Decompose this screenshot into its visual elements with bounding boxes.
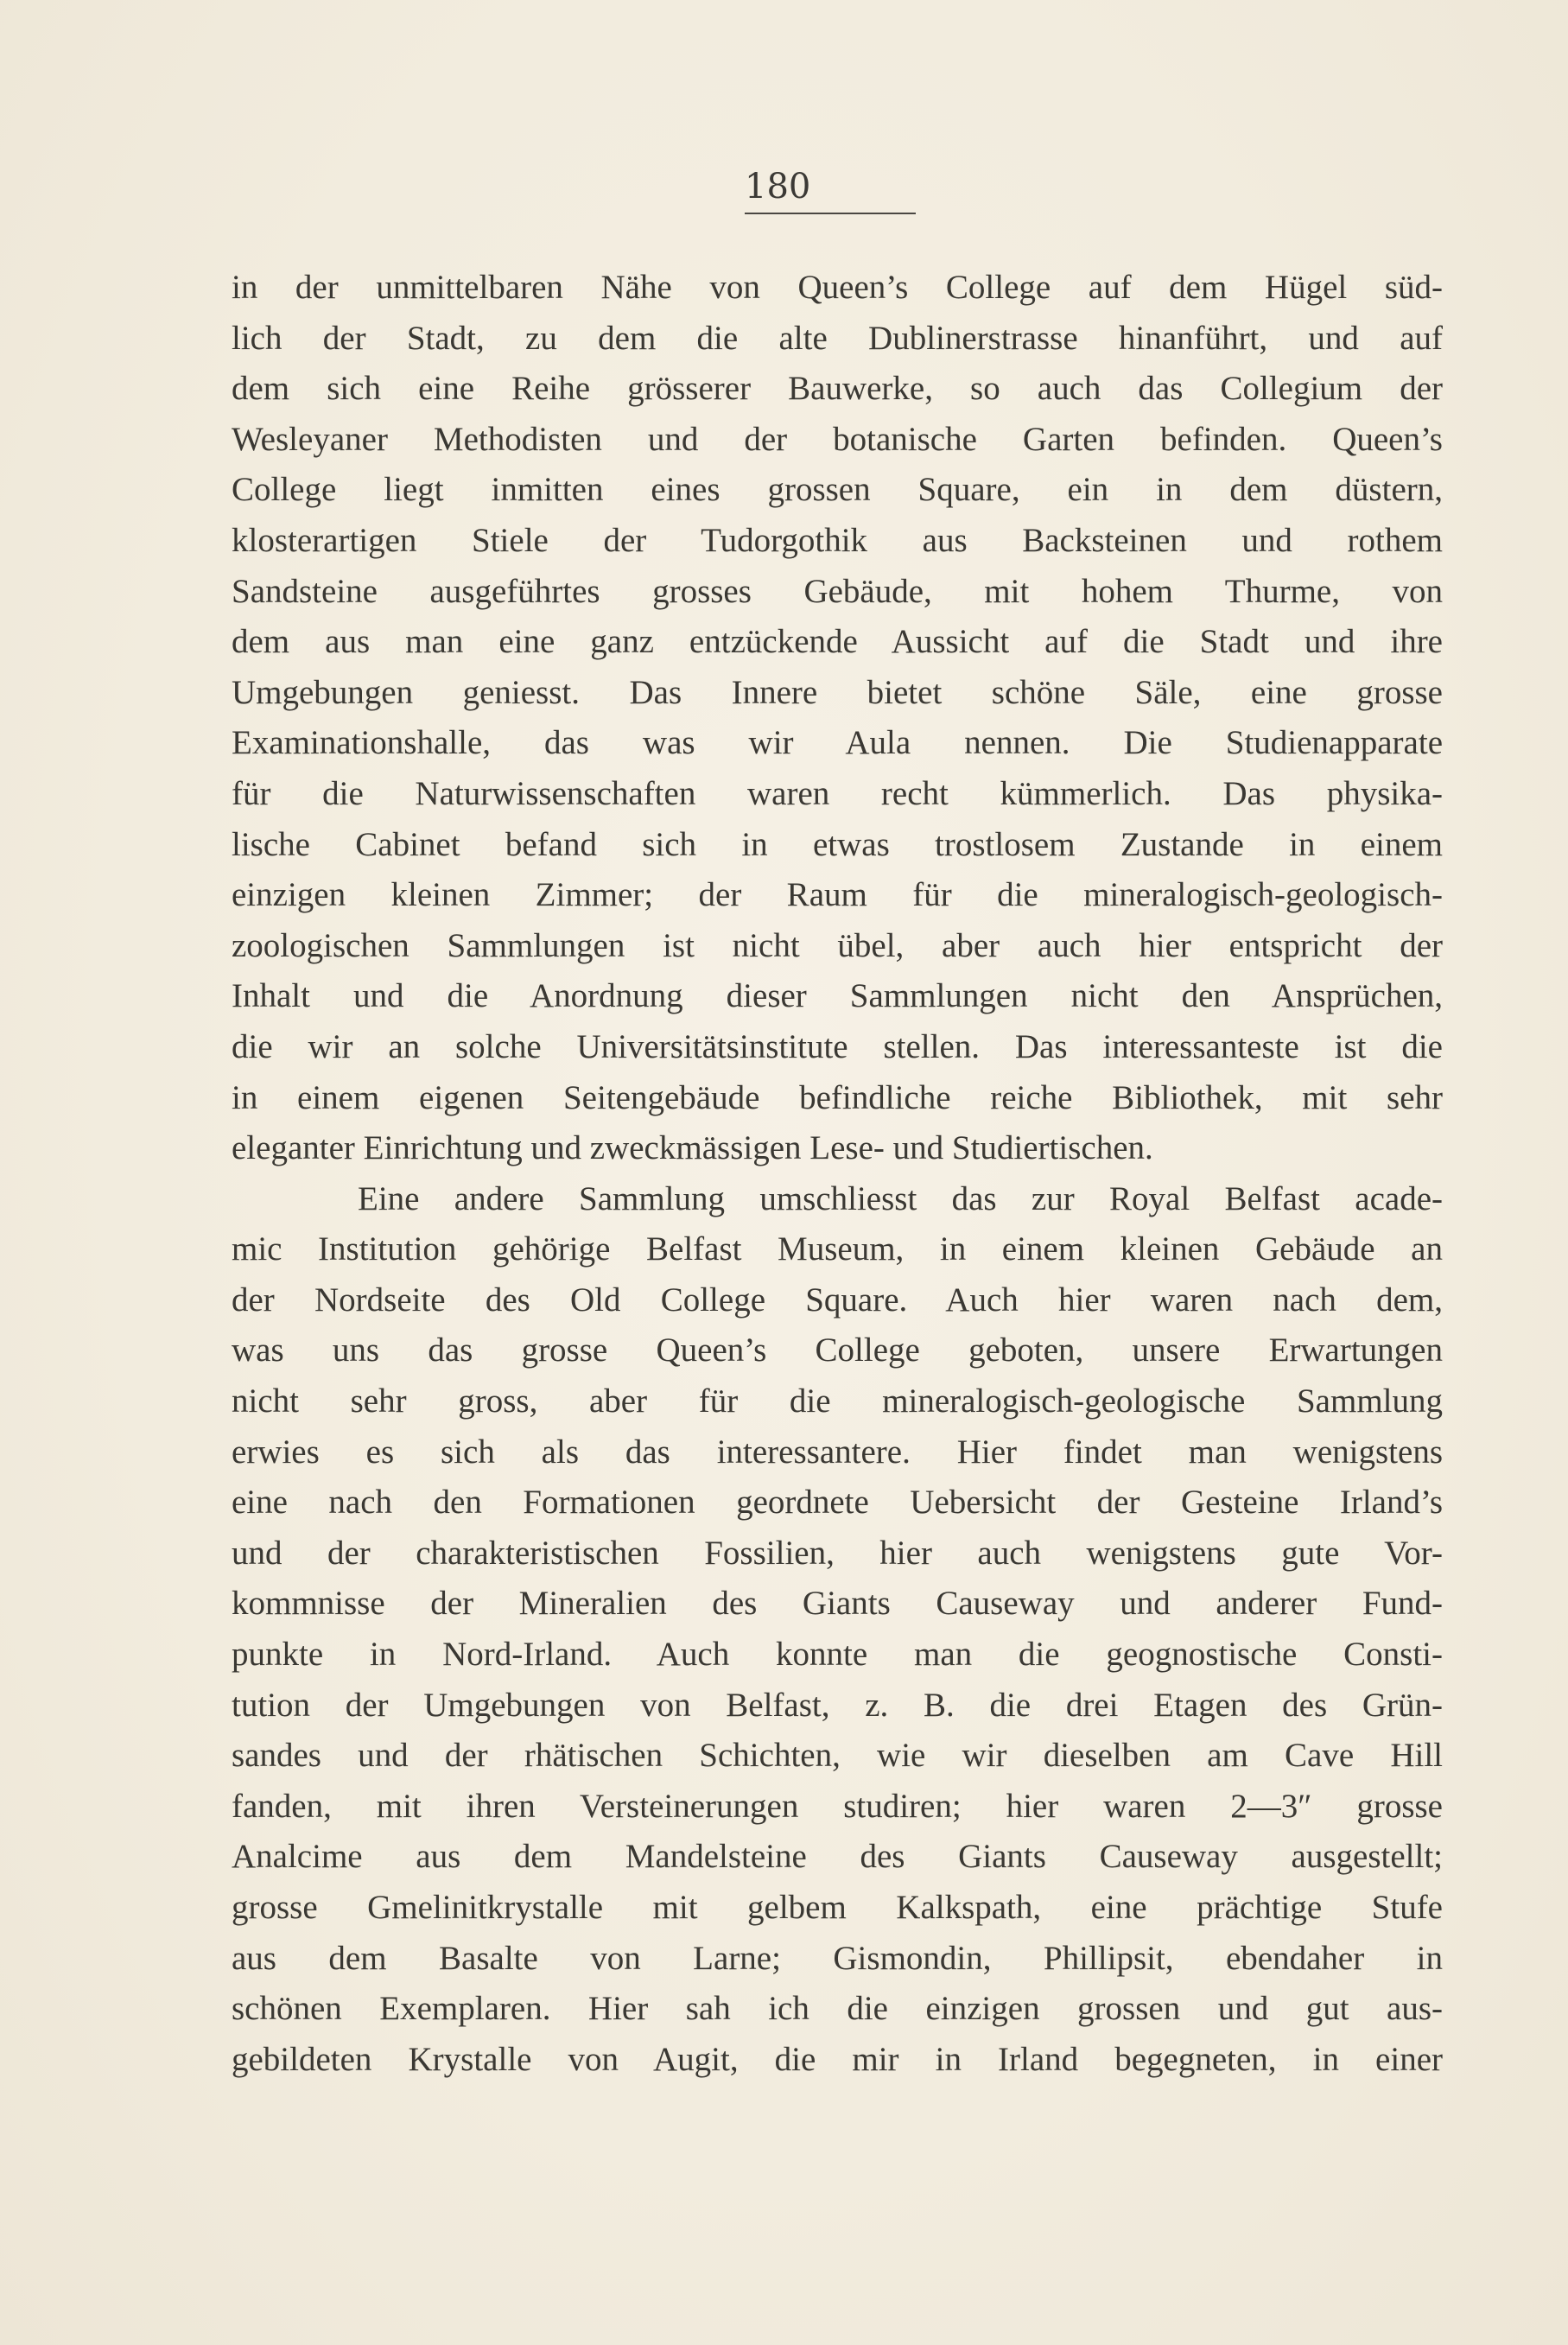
page-number-rule (745, 213, 916, 214)
text-line: punkte in Nord-Irland. Auch konnte man die geognostische Consti- (232, 1636, 1443, 1674)
text-line: Sandsteine ausgeführtes grosses Gebäude, mit hohem Thurme, von (232, 572, 1443, 610)
text-line: nicht sehr gross, aber für die mineralogisch-geologische Sammlung (232, 1382, 1443, 1420)
text-line: lich der Stadt, zu dem die alte Dublinerstrasse hinanführt, und auf (232, 319, 1443, 357)
text-line: kommnisse der Mineralien des Giants Causeway und anderer Fund- (232, 1585, 1443, 1623)
page-number: 180 (745, 167, 811, 207)
text-line: erwies es sich als das interessantere. Hier findet man wenigstens (232, 1433, 1443, 1471)
text-line: die wir an solche Universitätsinstitute stellen. Das interessanteste ist die (232, 1027, 1443, 1065)
text-line: dem sich eine Reihe grösserer Bauwerke, so auch das Collegium der (232, 370, 1443, 408)
text-line: College liegt inmitten eines grossen Square, ein in dem düstern, (232, 471, 1443, 509)
paragraph-2 (232, 1174, 1443, 2086)
text-line: Examinationshalle, das was wir Aula nennen. Die Studienapparate (232, 724, 1443, 762)
text-line: dem aus man eine ganz entzückende Aussicht auf die Stadt und ihre (232, 623, 1443, 661)
text-line: aus dem Basalte von Larne; Gismondin, Phillipsit, ebendaher in (232, 1939, 1443, 1977)
text-line: tution der Umgebungen von Belfast, z. B. die drei Etagen des Grün- (232, 1686, 1443, 1724)
text-line: zoologischen Sammlungen ist nicht übel, aber auch hier entspricht der (232, 926, 1443, 964)
text-line: in einem eigenen Seitengebäude befindliche reiche Bibliothek, mit sehr (232, 1078, 1443, 1116)
text-line: klosterartigen Stiele der Tudorgothik aus Backsteinen und rothem (232, 521, 1443, 559)
text-line: was uns das grosse Queen’s College geboten, unsere Erwartungen (232, 1331, 1443, 1370)
paragraph-1 (232, 263, 1443, 1174)
text-line: für die Naturwissenschaften waren recht kümmerlich. Das physika- (232, 774, 1443, 812)
text-line: Inhalt und die Anordnung dieser Sammlungen nicht den Ansprüchen, (232, 977, 1443, 1015)
text-line: in der unmittelbaren Nähe von Queen’s College auf dem Hügel süd- (232, 269, 1443, 306)
text-line: Analcime aus dem Mandelsteine des Giants Causeway ausgestellt; (232, 1838, 1443, 1876)
text-line: fanden, mit ihren Versteinerungen studiren; hier waren 2—3″ grosse (232, 1787, 1443, 1825)
text-line: gebildeten Krystalle von Augit, die mir in Irland begegneten, in einer (232, 2040, 1443, 2078)
text-line: schönen Exemplaren. Hier sah ich die einzigen grossen und gut aus- (232, 1990, 1443, 2028)
text-line: eine nach den Formationen geordnete Uebersicht der Gesteine Irland’s (232, 1484, 1443, 1522)
body-text (232, 263, 1443, 2085)
text-line: und der charakteristischen Fossilien, hier auch wenigstens gute Vor- (232, 1534, 1443, 1572)
text-line: Wesleyaner Methodisten und der botanische Garten befinden. Queen’s (232, 420, 1443, 458)
text-line: mic Institution gehörige Belfast Museum, in einem kleinen Gebäude an (232, 1230, 1443, 1268)
text-line: lische Cabinet befand sich in etwas trostlosem Zustande in einem (232, 825, 1443, 863)
text-line: Eine andere Sammlung umschliesst das zur Royal Belfast acade- (358, 1179, 1443, 1217)
text-line: der Nordseite des Old College Square. Auch hier waren nach dem, (232, 1281, 1443, 1319)
text-line: einzigen kleinen Zimmer; der Raum für die mineralogisch-geologisch- (232, 876, 1443, 914)
text-line: sandes und der rhätischen Schichten, wie wir dieselben am Cave Hill (232, 1737, 1443, 1775)
text-line: Umgebungen geniesst. Das Innere bietet schöne Säle, eine grosse (232, 673, 1443, 711)
text-line: grosse Gmelinitkrystalle mit gelbem Kalkspath, eine prächtige Stufe (232, 1889, 1443, 1926)
text-line: eleganter Einrichtung und zweckmässigen Lese- und Studiertischen. (232, 1129, 1153, 1167)
